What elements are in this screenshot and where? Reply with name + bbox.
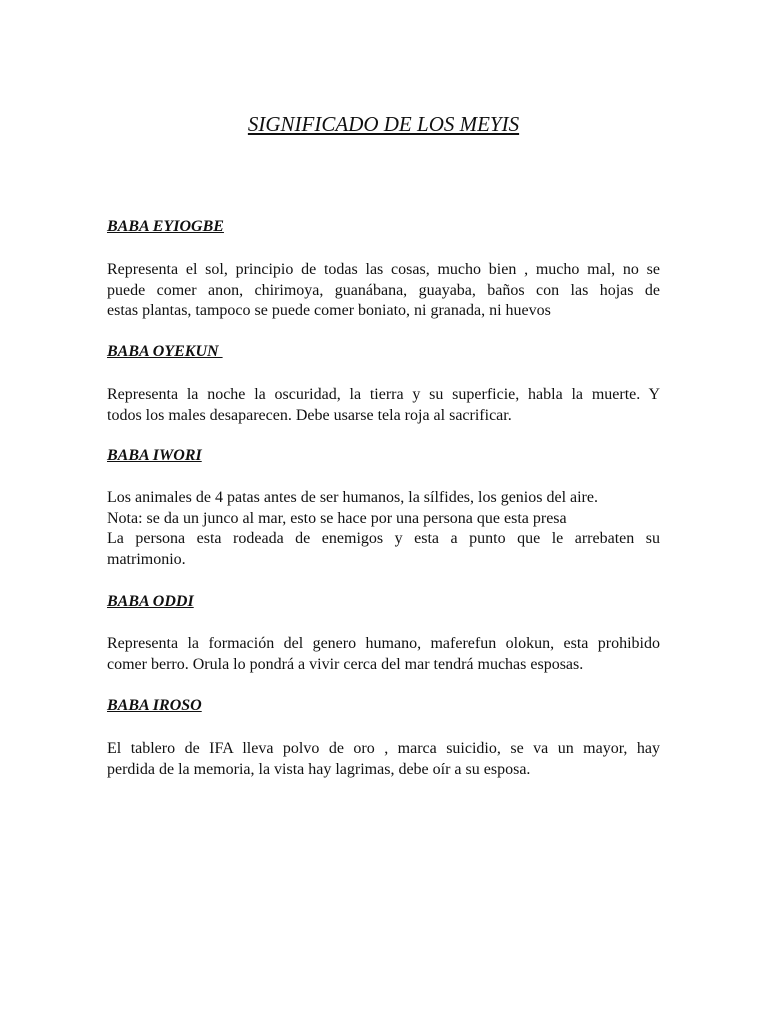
- body-line: perdida de la memoria, la vista hay lagrimas, debe oír a su esposa.: [107, 760, 531, 778]
- body-line: Los animales de 4 patas antes de ser humanos, la sílfides, los genios del aire.: [107, 489, 598, 506]
- body-line: todos los males desaparecen. Debe usarse tela roja al sacrificar.: [107, 406, 512, 424]
- page-title: SIGNIFICADO DE LOS MEYIS: [247, 112, 520, 136]
- body-line: Nota: se da un junco al mar, esto se hace por una persona que esta presa: [107, 509, 567, 527]
- section-heading-baba-oddi: BABA ODDI: [107, 593, 194, 610]
- body-line: Representa la noche la oscuridad, la tierra y su superficie, habla la muerte. Y: [107, 386, 660, 403]
- body-line: Representa la formación del genero humano, maferefun olokun, esta prohibido: [107, 635, 660, 652]
- section-heading-baba-iwori: BABA IWORI: [107, 447, 202, 464]
- section-body-baba-oddi: [107, 634, 660, 675]
- section-body-baba-oyekun: [107, 385, 660, 426]
- section-body-baba-iroso: [107, 739, 660, 780]
- section-heading-baba-eyiogbe: BABA EYIOGBE: [107, 218, 224, 235]
- section-heading-baba-iroso: BABA IROSO: [107, 697, 202, 714]
- body-line: puede comer anon, chirimoya, guanábana, guayaba, baños con las hojas de: [107, 281, 660, 299]
- body-line: La persona esta rodeada de enemigos y esta a punto que le arrebaten su: [107, 530, 660, 547]
- body-line: matrimonio.: [107, 550, 186, 568]
- body-line: Representa el sol, principio de todas las cosas, mucho bien , mucho mal, no se: [107, 261, 660, 278]
- section-body-baba-iwori: [107, 488, 660, 570]
- body-line: estas plantas, tampoco se puede comer boniato, ni granada, ni huevos: [107, 302, 551, 319]
- section-body-baba-eyiogbe: [107, 260, 660, 322]
- body-line: comer berro. Orula lo pondrá a vivir cerca del mar tendrá muchas esposas.: [107, 655, 584, 673]
- body-line: El tablero de IFA lleva polvo de oro , marca suicidio, se va un mayor, hay: [107, 740, 660, 757]
- section-heading-baba-oyekun: BABA OYEKUN: [107, 343, 223, 360]
